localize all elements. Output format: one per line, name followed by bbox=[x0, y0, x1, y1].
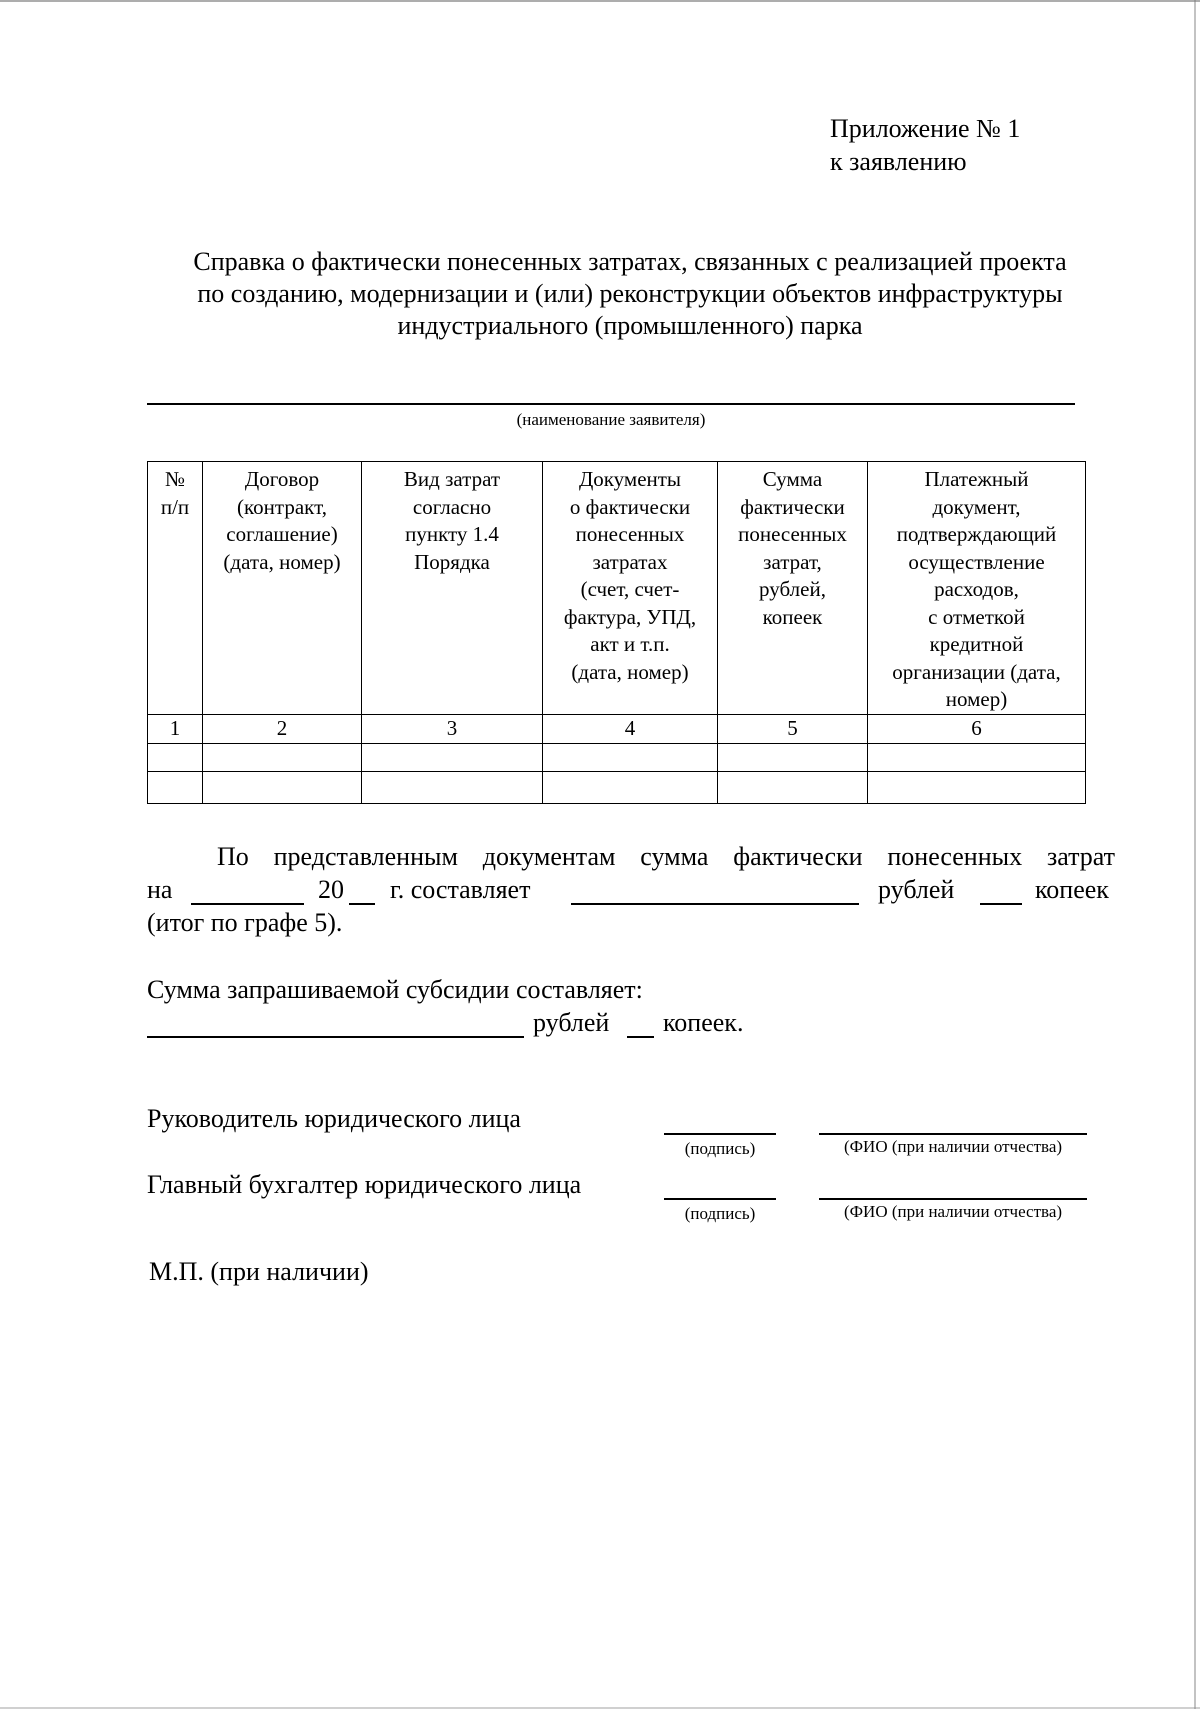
head-signature-caption: (подпись) bbox=[684, 1139, 756, 1158]
summary-na: на bbox=[147, 875, 173, 904]
stamp-place-label: М.П. (при наличии) bbox=[149, 1257, 369, 1286]
header-documents: Документы о фактически понесенных затратах (счет, счет- фактура, УПД, акт и т.п. (дата, номер) bbox=[543, 462, 718, 715]
header-number: № п/п bbox=[148, 462, 203, 715]
accountant-fio-caption: (ФИО (при наличии отчества) bbox=[843, 1202, 1063, 1221]
document-title-line-1: Справка о фактически понесенных затратах, связанных с реализацией проекта bbox=[193, 247, 1067, 276]
annex-number: Приложение № 1 bbox=[830, 114, 1021, 143]
amount-rubles-blank[interactable] bbox=[571, 903, 859, 905]
table-header-row bbox=[148, 462, 1086, 715]
column-numbers-row bbox=[148, 715, 1086, 744]
head-fio-caption: (ФИО (при наличии отчества) bbox=[843, 1137, 1063, 1156]
column-number-2: 2 bbox=[203, 715, 362, 744]
accountant-signature-caption: (подпись) bbox=[684, 1204, 756, 1223]
subsidy-label: Сумма запрашиваемой субсидии составляет: bbox=[147, 975, 643, 1004]
applicant-name-line[interactable] bbox=[147, 403, 1075, 405]
subsidy-kopecks-label: копеек. bbox=[663, 1008, 744, 1037]
column-number-1: 1 bbox=[148, 715, 203, 744]
scan-edge-top bbox=[0, 0, 1200, 2]
table-row bbox=[148, 772, 1086, 804]
date-blank[interactable] bbox=[191, 903, 304, 905]
summary-amount-label: г. составляет bbox=[390, 875, 531, 904]
head-signatory-label: Руководитель юридического лица bbox=[147, 1104, 521, 1133]
header-cost-type: Вид затрат согласно пункту 1.4 Порядка bbox=[362, 462, 543, 715]
accountant-signatory-label: Главный бухгалтер юридического лица bbox=[147, 1170, 582, 1199]
table-row bbox=[148, 744, 1086, 772]
table-cell[interactable] bbox=[868, 744, 1086, 772]
amount-kopecks-blank[interactable] bbox=[980, 903, 1022, 905]
document-title-line-2: по созданию, модернизации и (или) реконструкции объектов инфраструктуры bbox=[197, 279, 1063, 308]
scan-edge-right bbox=[1194, 0, 1196, 1709]
table-cell[interactable] bbox=[148, 772, 203, 804]
table-cell[interactable] bbox=[148, 744, 203, 772]
summary-line-1: По представленным документам сумма фактически понесенных затрат bbox=[217, 842, 1115, 871]
subsidy-kopecks-blank[interactable] bbox=[627, 1036, 654, 1038]
table-cell[interactable] bbox=[203, 772, 362, 804]
year-blank[interactable] bbox=[349, 903, 375, 905]
column-number-3: 3 bbox=[362, 715, 543, 744]
accountant-fio-line[interactable] bbox=[819, 1198, 1087, 1200]
summary-year: 20 bbox=[318, 875, 344, 904]
summary-line-3: (итог по графе 5). bbox=[147, 908, 343, 937]
accountant-signature-line[interactable] bbox=[664, 1198, 776, 1200]
header-amount: Сумма фактически понесенных затрат, рублей, копеек bbox=[718, 462, 868, 715]
costs-table bbox=[147, 461, 1086, 804]
head-signature-line[interactable] bbox=[664, 1133, 776, 1135]
summary-rubles-label: рублей bbox=[878, 875, 955, 904]
table-cell[interactable] bbox=[543, 744, 718, 772]
table-cell[interactable] bbox=[543, 772, 718, 804]
subsidy-rubles-label: рублей bbox=[533, 1008, 610, 1037]
document-title-line-3: индустриального (промышленного) парка bbox=[397, 311, 863, 340]
header-contract: Договор (контракт, соглашение) (дата, номер) bbox=[203, 462, 362, 715]
table-cell[interactable] bbox=[362, 744, 543, 772]
header-payment-document: Платежный документ, подтверждающий осуществление расходов, с отметкой кредитной организации (дата, номер) bbox=[868, 462, 1086, 715]
table-cell[interactable] bbox=[718, 744, 868, 772]
table-cell[interactable] bbox=[203, 744, 362, 772]
column-number-4: 4 bbox=[543, 715, 718, 744]
column-number-5: 5 bbox=[718, 715, 868, 744]
annex-reference: к заявлению bbox=[830, 147, 967, 176]
subsidy-rubles-blank[interactable] bbox=[147, 1036, 524, 1038]
applicant-name-caption: (наименование заявителя) bbox=[516, 410, 706, 429]
summary-kopecks-label: копеек bbox=[1035, 875, 1109, 904]
table-cell[interactable] bbox=[718, 772, 868, 804]
table-cell[interactable] bbox=[868, 772, 1086, 804]
head-fio-line[interactable] bbox=[819, 1133, 1087, 1135]
table-cell[interactable] bbox=[362, 772, 543, 804]
column-number-6: 6 bbox=[868, 715, 1086, 744]
